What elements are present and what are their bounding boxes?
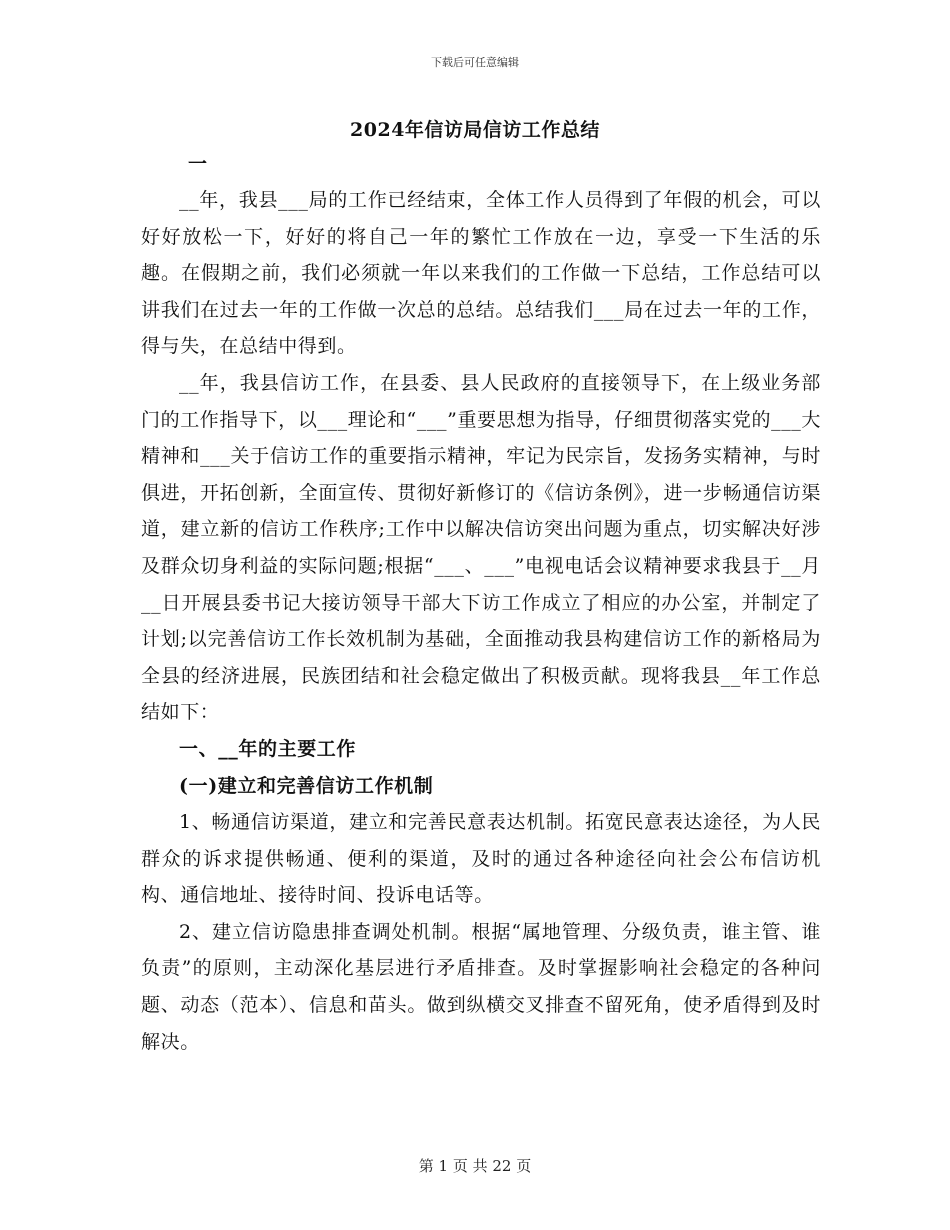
header-note: 下载后可任意编辑: [431, 56, 519, 69]
summary-paragraph: __年，我县信访工作，在县委、县人民政府的直接领导下，在上级业务部门的工作指导下，以___理论和“___”重要思想为指导，仔细贯彻落实党的___大精神和___关于信访工作的重要指示精神，牢记为民宗旨，发扬务实精神，与时俱进，开拓创新，全面宣传、贯彻好新修订的《信访条例》，进一步畅通信访渠道，建立新的信访工作秩序;工作中以解决信访突出问题为重点，切实解决好涉及群众切身利益的实际问题;根据“___、___”电视电话会议精神要求我县于__月__日开展县委书记大接访领导干部大下访工作成立了相应的办公室，并制定了计划;以完善信访工作长效机制为基础，全面推动我县构建信访工作的新格局为全县的经济进展，民族团结和社会稳定做出了积极贡献。现将我县__年工作总结如下：: [141, 371, 821, 724]
list-item: 1、畅通信访渠道，建立和完善民意表达机制。拓宽民意表达途径，为人民群众的诉求提供畅通、便利的渠道，及时的通过各种途径向社会公布信访机构、通信地址、接待时间、投诉电话等。: [141, 811, 821, 907]
page-number: 第 1 页 共 22 页: [418, 1157, 532, 1175]
intro-paragraph: __年，我县___局的工作已经结束，全体工作人员得到了年假的机会，可以好好放松一下，好好的将自己一年的繁忙工作放在一边，享受一下生活的乐趣。在假期之前，我们必须就一年以来我们的工作做一下总结，工作总结可以讲我们在过去一年的工作做一次总的总结。总结我们___局在过去一年的工作，得与失，在总结中得到。: [141, 189, 821, 358]
list-item: 2、建立信访隐患排查调处机制。根据“属地管理、分级负责，谁主管、谁负责”的原则，主动深化基层进行矛盾排查。及时掌握影响社会稳定的各种问题、动态（范本）、信息和苗头。做到纵横交叉排查不留死角，使矛盾得到及时解决。: [141, 920, 821, 1053]
subsection-heading-mechanism: (一)建立和完善信访工作机制: [179, 774, 434, 797]
document-title: 2024年信访局信访工作总结: [350, 119, 600, 141]
section-mark: 一: [188, 153, 208, 175]
document-body: [141, 182, 821, 1060]
section-heading-main-work: 一、__年的主要工作: [179, 737, 357, 760]
